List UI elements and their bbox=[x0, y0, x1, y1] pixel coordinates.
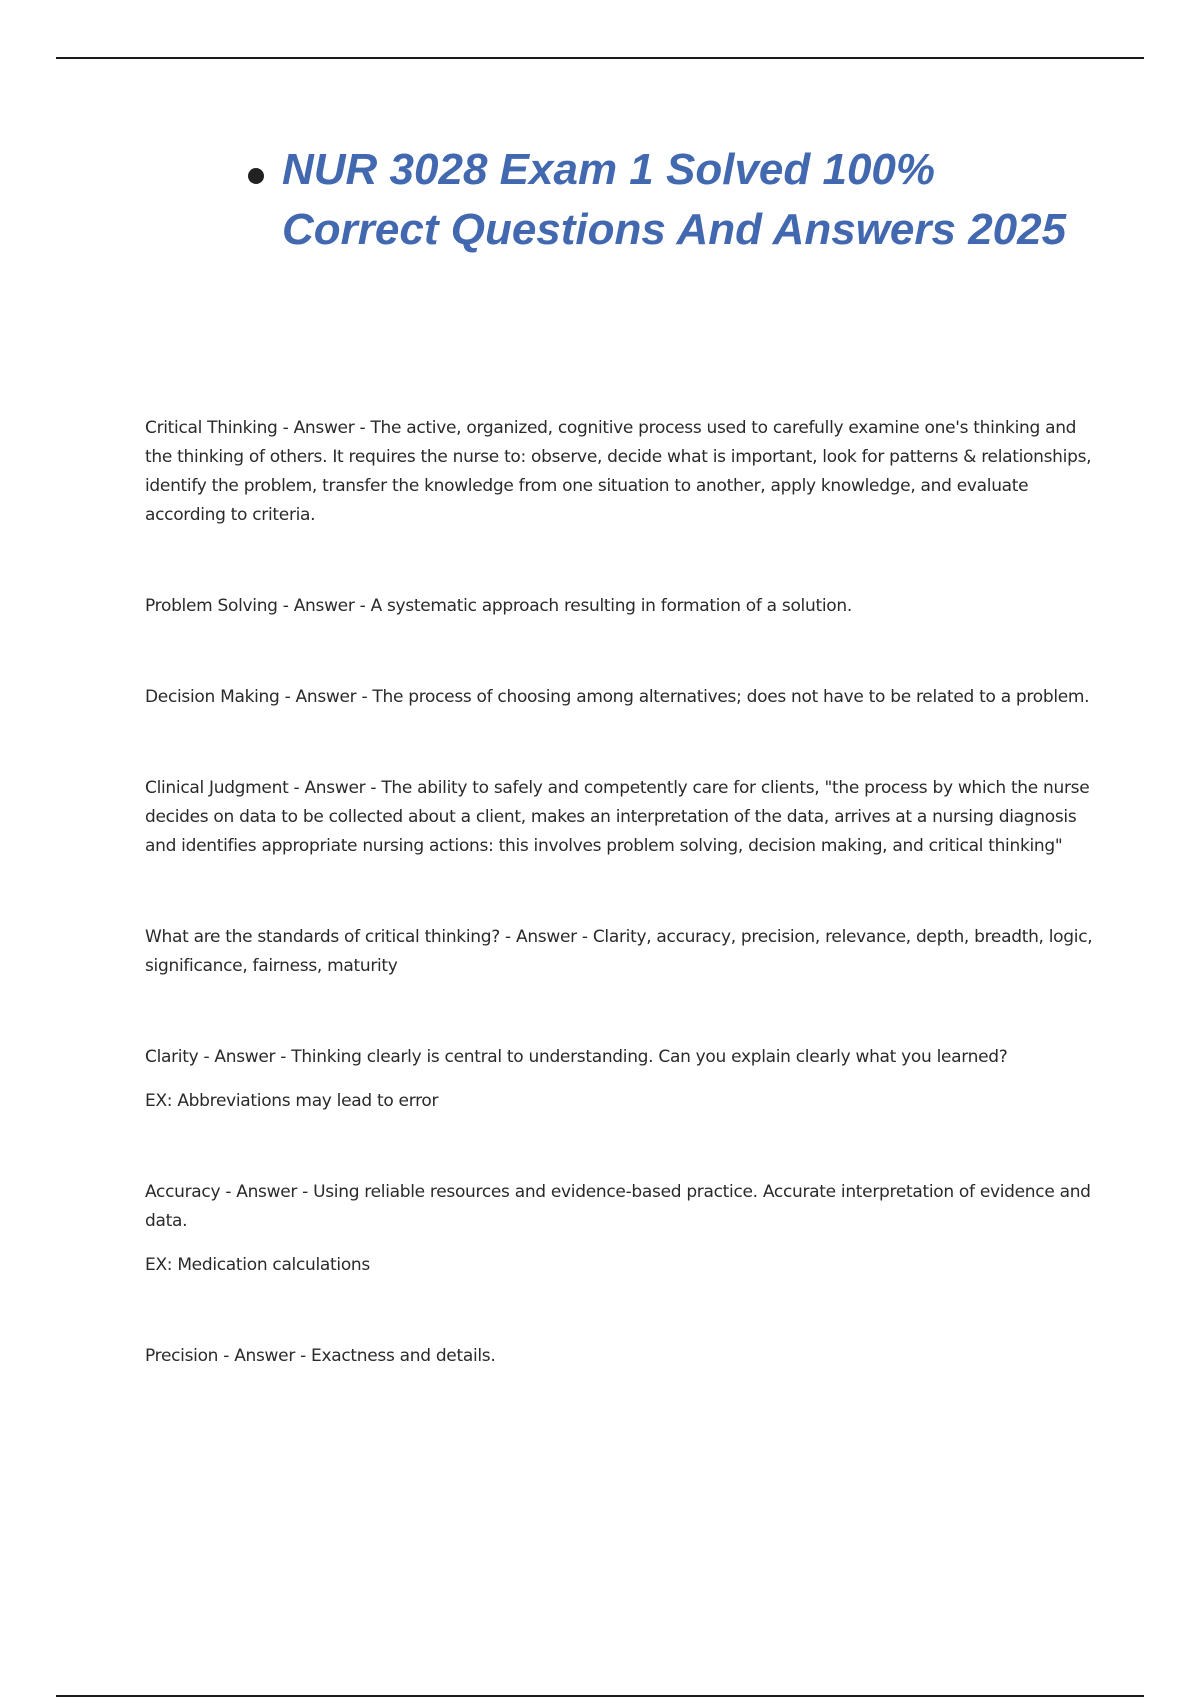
qa-text: Problem Solving - Answer - A systematic approach resulting in formation of a solution. bbox=[145, 596, 852, 616]
title-block bbox=[248, 140, 1068, 260]
qa-text: Decision Making - Answer - The process of choosing among alternatives; does not have to be related to a problem. bbox=[145, 687, 1090, 707]
qa-entry bbox=[145, 774, 1095, 861]
qa-entry bbox=[145, 1178, 1095, 1280]
qa-text: Critical Thinking - Answer - The active, organized, cognitive process used to carefully examine one's thinking and the thinking of others. It requires the nurse to: observe, decide what is important, look for patterns & relationships, identify the problem, transfer the knowledge from one situation to another, apply knowledge, and evaluate according to criteria. bbox=[145, 418, 1092, 525]
qa-entry bbox=[145, 1043, 1095, 1116]
qa-example: EX: Abbreviations may lead to error bbox=[145, 1091, 439, 1111]
qa-entry bbox=[145, 592, 1095, 621]
qa-list bbox=[145, 414, 1095, 1433]
qa-text: Precision - Answer - Exactness and details. bbox=[145, 1346, 496, 1366]
qa-example: EX: Medication calculations bbox=[145, 1255, 370, 1275]
top-rule bbox=[56, 57, 1144, 59]
qa-text: What are the standards of critical thinking? - Answer - Clarity, accuracy, precision, relevance, depth, breadth, logic, significance, fairness, maturity bbox=[145, 927, 1093, 976]
qa-text: Clarity - Answer - Thinking clearly is central to understanding. Can you explain clearly what you learned? bbox=[145, 1047, 1008, 1067]
qa-entry bbox=[145, 683, 1095, 712]
bottom-rule bbox=[56, 1695, 1144, 1697]
qa-text: Accuracy - Answer - Using reliable resources and evidence-based practice. Accurate interpretation of evidence and data. bbox=[145, 1182, 1091, 1231]
qa-entry bbox=[145, 923, 1095, 981]
bullet-icon bbox=[248, 168, 264, 184]
qa-text: Clinical Judgment - Answer - The ability to safely and competently care for clients, "the process by which the nurse decides on data to be collected about a client, makes an interpretation of the data, arrives at a nursing diagnosis and identifies appropriate nursing actions: this involves problem solving, decision making, and critical thinking" bbox=[145, 778, 1090, 856]
qa-entry bbox=[145, 1342, 1095, 1371]
page-title: NUR 3028 Exam 1 Solved 100% Correct Questions And Answers 2025 bbox=[282, 145, 1067, 254]
qa-entry bbox=[145, 414, 1095, 530]
